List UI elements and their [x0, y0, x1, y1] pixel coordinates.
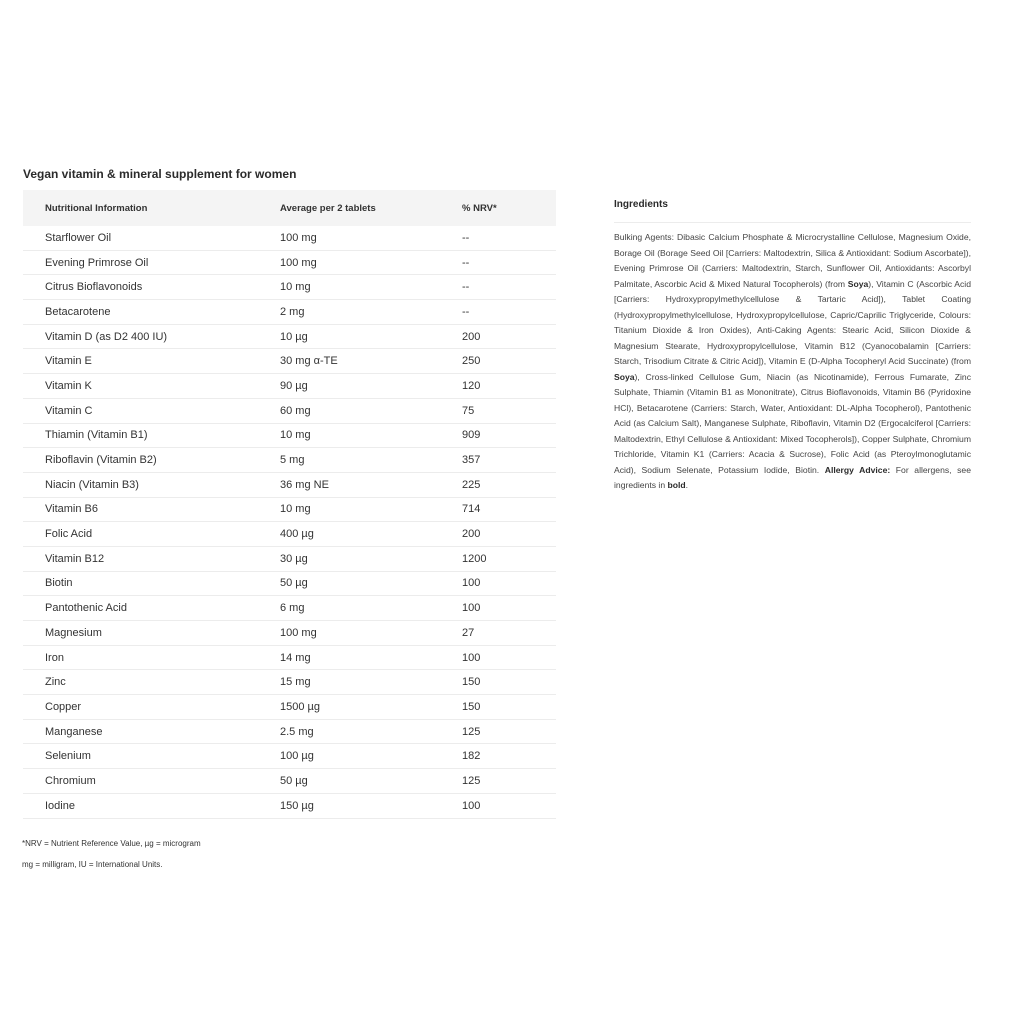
table-row	[23, 769, 556, 794]
column-header-nrv: % NRV*	[462, 190, 556, 226]
nutrient-name-cell: Vitamin E	[23, 349, 280, 374]
nutrient-name-cell: Magnesium	[23, 621, 280, 646]
nutrient-nrv-cell: 200	[462, 522, 556, 547]
ingredients-bold-segment: bold	[667, 480, 686, 490]
nutrient-amount-cell: 5 mg	[280, 448, 462, 473]
table-row	[23, 621, 556, 646]
nutrient-amount-cell: 36 mg NE	[280, 472, 462, 497]
table-row	[23, 670, 556, 695]
table-row	[23, 522, 556, 547]
table-row	[23, 472, 556, 497]
nutrient-nrv-cell: 357	[462, 448, 556, 473]
nutrient-amount-cell: 10 µg	[280, 324, 462, 349]
ingredients-segment: ), Cross-linked Cellulose Gum, Niacin (as Nicotinamide), Ferrous Fumarate, Zinc Sulphate, Thiamin (Vitamin B1 as Mononitrate), Citrus Bioflavonoids, Vitamin B6 (Pyridoxine HCl), Betacarotene (Carriers: Starch, Water, Antioxidant: DL-Alpha Tocopherol), Pantothenic Acid (as Calcium Salt), Manganese Sulphate, Riboflavin, Vitamin D2 (Ergocalciferol [Carriers: Maltodextrin, Ethyl Cellulose & Antioxidant: Mixed Tocopherols]), Copper Sulphate, Chromium Trichloride, Vitamin K1 (Carriers: Acacia & Sucrose), Folic Acid (as Pteroylmonoglutamic Acid), Sodium Selenate, Potassium Iodide, Biotin.	[614, 371, 971, 475]
ingredients-text	[614, 230, 971, 494]
nutrient-amount-cell: 6 mg	[280, 596, 462, 621]
nutrient-nrv-cell: 125	[462, 769, 556, 794]
table-row	[23, 793, 556, 818]
ingredients-divider	[614, 222, 971, 223]
nutrient-amount-cell: 30 µg	[280, 546, 462, 571]
nutrient-nrv-cell: 125	[462, 719, 556, 744]
nutrient-name-cell: Pantothenic Acid	[23, 596, 280, 621]
nutrient-name-cell: Vitamin B12	[23, 546, 280, 571]
footnote-units-definition: mg = milligram, IU = International Units.	[22, 860, 163, 869]
footnote-nrv-definition: *NRV = Nutrient Reference Value, µg = microgram	[22, 839, 201, 848]
nutrient-name-cell: Vitamin B6	[23, 497, 280, 522]
nutrient-name-cell: Vitamin D (as D2 400 IU)	[23, 324, 280, 349]
nutrient-amount-cell: 100 mg	[280, 226, 462, 250]
nutrient-nrv-cell: 250	[462, 349, 556, 374]
ingredients-segment: Bulking Agents: Dibasic Calcium Phosphate & Microcrystalline Cellulose, Magnesium Oxide, Borage Oil (Borage Seed Oil [Carriers: Maltodextrin, Silica & Antioxidant: Sodium Ascorbate]), Evening Primrose Oil (Carriers: Maltodextrin, Starch, Sunflower Oil, Antioxidants: Ascorbyl Palmitate, Ascorbic Acid & Mixed Natural Tocopherols) (from	[614, 232, 971, 289]
nutrient-amount-cell: 150 µg	[280, 793, 462, 818]
table-row	[23, 349, 556, 374]
nutrient-nrv-cell: 100	[462, 793, 556, 818]
nutrient-nrv-cell: 909	[462, 423, 556, 448]
nutrient-nrv-cell: 225	[462, 472, 556, 497]
nutrient-amount-cell: 10 mg	[280, 423, 462, 448]
nutrient-name-cell: Folic Acid	[23, 522, 280, 547]
nutrient-amount-cell: 10 mg	[280, 275, 462, 300]
nutrient-amount-cell: 100 µg	[280, 744, 462, 769]
table-row	[23, 226, 556, 250]
nutrient-nrv-cell: 100	[462, 596, 556, 621]
nutrient-name-cell: Vitamin C	[23, 398, 280, 423]
nutrient-amount-cell: 90 µg	[280, 374, 462, 399]
column-header-average-per-2-tablets: Average per 2 tablets	[280, 190, 462, 226]
nutrition-table	[23, 190, 556, 819]
nutrient-name-cell: Iron	[23, 645, 280, 670]
page-title: Vegan vitamin & mineral supplement for women	[23, 167, 297, 181]
nutrient-name-cell: Evening Primrose Oil	[23, 250, 280, 275]
nutrient-amount-cell: 1500 µg	[280, 695, 462, 720]
nutrient-name-cell: Thiamin (Vitamin B1)	[23, 423, 280, 448]
nutrient-nrv-cell: 120	[462, 374, 556, 399]
table-row	[23, 300, 556, 325]
ingredients-title: Ingredients	[614, 199, 668, 210]
nutrient-amount-cell: 60 mg	[280, 398, 462, 423]
nutrient-name-cell: Starflower Oil	[23, 226, 280, 250]
nutrient-amount-cell: 14 mg	[280, 645, 462, 670]
column-header-nutritional-information: Nutritional Information	[23, 190, 280, 226]
nutrient-nrv-cell: 27	[462, 621, 556, 646]
nutrient-nrv-cell: 75	[462, 398, 556, 423]
nutrient-amount-cell: 100 mg	[280, 250, 462, 275]
nutrient-amount-cell: 15 mg	[280, 670, 462, 695]
nutrient-nrv-cell: 100	[462, 645, 556, 670]
nutrition-table-body	[23, 226, 556, 818]
table-row	[23, 645, 556, 670]
ingredients-bold-segment: Soya	[614, 371, 635, 382]
ingredients-bold-segment: Allergy Advice:	[824, 464, 891, 475]
nutrient-nrv-cell: 714	[462, 497, 556, 522]
nutrient-amount-cell: 50 µg	[280, 769, 462, 794]
table-header-row	[23, 190, 556, 226]
nutrient-name-cell: Copper	[23, 695, 280, 720]
nutrient-name-cell: Vitamin K	[23, 374, 280, 399]
table-row	[23, 695, 556, 720]
ingredients-segment: ), Vitamin C (Ascorbic Acid [Carriers: Hydroxypropylmethylcellulose & Tartaric Acid]), Tablet Coating (Hydroxypropylmethylcellulose, Hydroxypropylcellulose, Capric/Caprilic Triglyceride, Colours: Titanium Dioxide & Iron Oxides), Anti-Caking Agents: Stearic Acid, Silicon Dioxide & Magnesium Stearate, Hydroxypropylcellulose, Vitamin B12 (Cyanocobalamin [Carriers: Starch, Trisodium Citrate & Citric Acid]), Vitamin E (D-Alpha Tocopheryl Acid Succinate) (from	[614, 278, 971, 366]
nutrient-name-cell: Citrus Bioflavonoids	[23, 275, 280, 300]
nutrient-nrv-cell: 1200	[462, 546, 556, 571]
table-row	[23, 250, 556, 275]
nutrient-nrv-cell: 100	[462, 571, 556, 596]
nutrient-name-cell: Zinc	[23, 670, 280, 695]
ingredients-segment: .	[685, 480, 689, 490]
ingredients-bold-segment: Soya	[847, 278, 869, 289]
table-row	[23, 719, 556, 744]
table-row	[23, 571, 556, 596]
nutrient-nrv-cell: --	[462, 226, 556, 250]
table-row	[23, 374, 556, 399]
table-row	[23, 448, 556, 473]
nutrient-amount-cell: 400 µg	[280, 522, 462, 547]
nutrient-name-cell: Chromium	[23, 769, 280, 794]
nutrient-name-cell: Biotin	[23, 571, 280, 596]
nutrient-nrv-cell: --	[462, 250, 556, 275]
table-row	[23, 596, 556, 621]
table-row	[23, 398, 556, 423]
nutrient-name-cell: Manganese	[23, 719, 280, 744]
table-row	[23, 546, 556, 571]
nutrient-nrv-cell: --	[462, 275, 556, 300]
nutrient-nrv-cell: 150	[462, 670, 556, 695]
nutrient-amount-cell: 2 mg	[280, 300, 462, 325]
nutrient-amount-cell: 50 µg	[280, 571, 462, 596]
nutrient-name-cell: Niacin (Vitamin B3)	[23, 472, 280, 497]
nutrient-name-cell: Iodine	[23, 793, 280, 818]
nutrient-nrv-cell: 200	[462, 324, 556, 349]
nutrient-name-cell: Riboflavin (Vitamin B2)	[23, 448, 280, 473]
ingredients-segment: For allergens, see ingredients in	[614, 464, 971, 490]
table-row	[23, 275, 556, 300]
nutrient-name-cell: Selenium	[23, 744, 280, 769]
table-row	[23, 324, 556, 349]
nutrient-nrv-cell: 150	[462, 695, 556, 720]
nutrient-amount-cell: 10 mg	[280, 497, 462, 522]
nutrient-name-cell: Betacarotene	[23, 300, 280, 325]
nutrient-amount-cell: 30 mg α-TE	[280, 349, 462, 374]
nutrient-nrv-cell: 182	[462, 744, 556, 769]
table-row	[23, 423, 556, 448]
nutrient-nrv-cell: --	[462, 300, 556, 325]
nutrient-amount-cell: 100 mg	[280, 621, 462, 646]
nutrient-amount-cell: 2.5 mg	[280, 719, 462, 744]
table-row	[23, 497, 556, 522]
table-row	[23, 744, 556, 769]
